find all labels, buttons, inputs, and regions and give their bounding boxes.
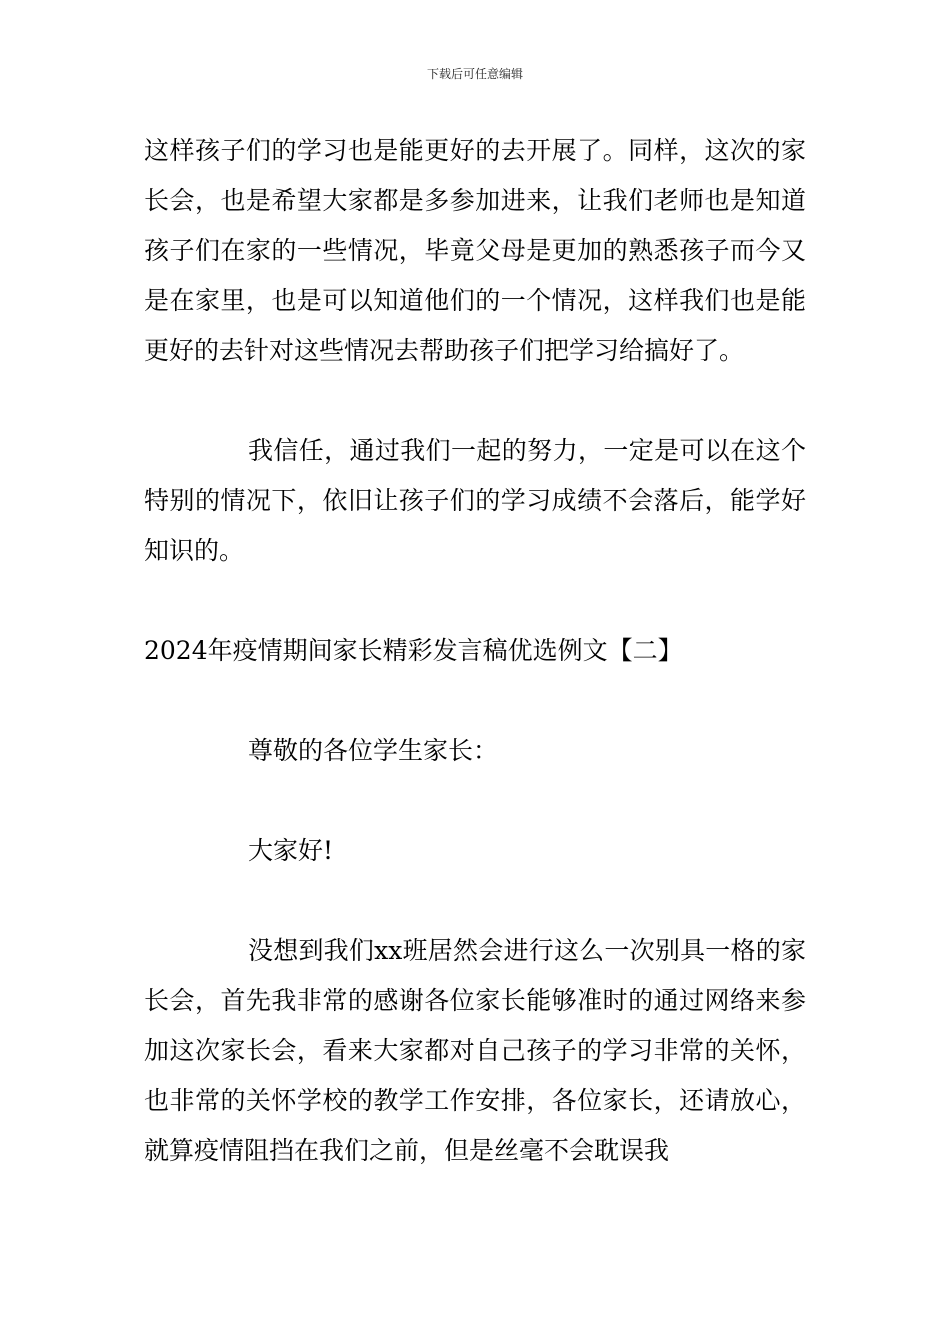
page-header: 下载后可任意编辑 — [426, 67, 523, 81]
paragraph-continuation: 这样孩子们的学习也是能更好的去开展了。同样，这次的家长会，也是希望大家都是多参加进来，让我们老师也是知道孩子们在家的一些情况，毕竟父母是更加的熟悉孩子而今又是在家里，也是可以知道他们的一个情况，这样我们也是能更好的去针对这些情况去帮助孩子们把学习给搞好了。 — [144, 136, 806, 365]
section-title: 2024年疫情期间家长精彩发言稿优选例文【二】 — [144, 636, 683, 665]
salutation: 尊敬的各位学生家长： — [248, 736, 499, 765]
document-body — [144, 126, 806, 1176]
paragraph-opening: 没想到我们xx班居然会进行这么一次别具一格的家长会，首先我非常的感谢各位家长能够准时的通过网络来参加这次家长会，看来大家都对自己孩子的学习非常的关怀，也非常的关怀学校的教学工作安排，各位家长，还请放心，就算疫情阻挡在我们之前，但是丝毫不会耽误我 — [144, 936, 806, 1165]
paragraph-trust: 我信任，通过我们一起的努力，一定是可以在这个特别的情况下，依旧让孩子们的学习成绩不会落后，能学好知识的。 — [144, 436, 806, 565]
greeting: 大家好! — [248, 836, 334, 865]
